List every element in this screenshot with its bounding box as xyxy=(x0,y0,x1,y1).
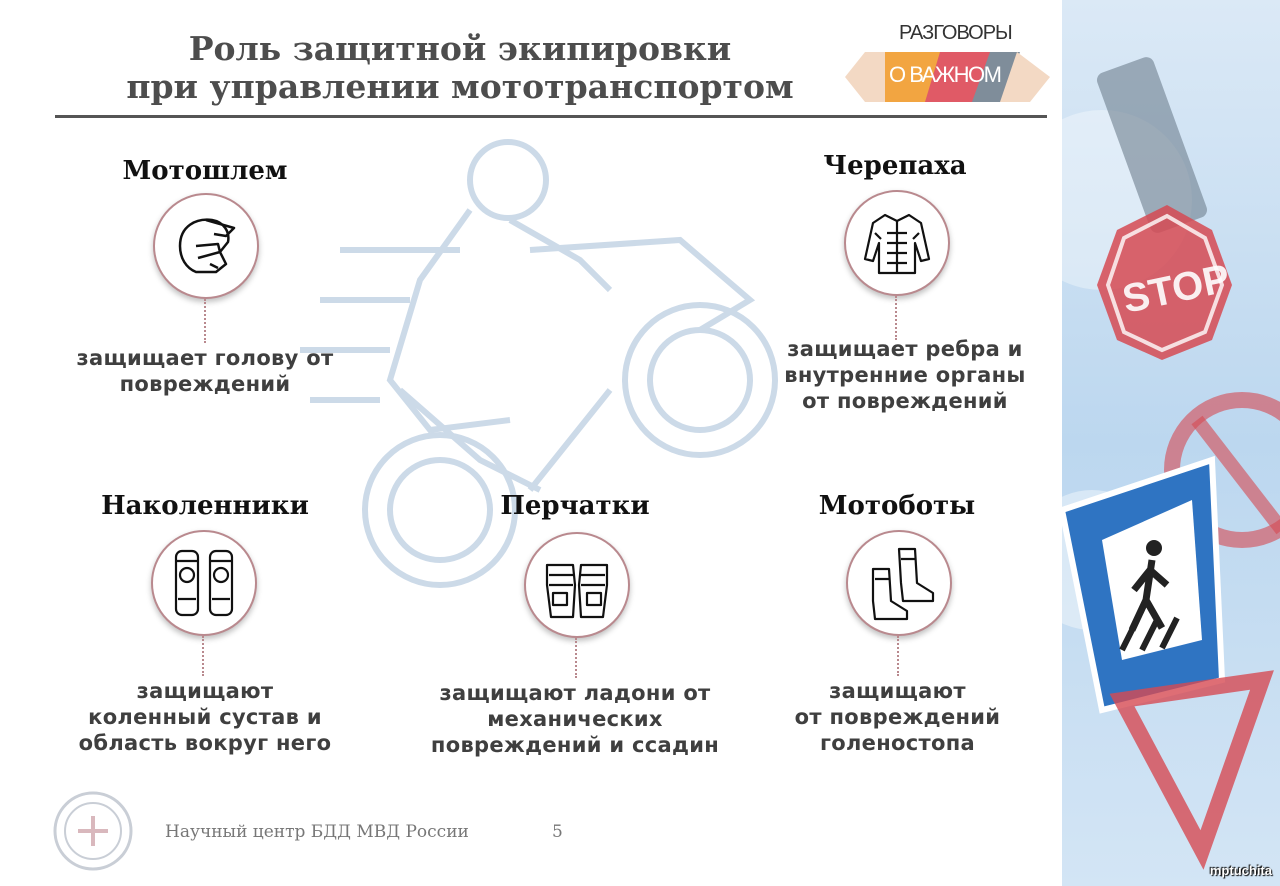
desc-line: внутренние органы xyxy=(784,363,1026,387)
brand-logo xyxy=(845,22,1050,104)
item-circle-gloves xyxy=(524,532,630,638)
gloves-icon xyxy=(537,545,617,625)
item-heading-gloves: Перчатки xyxy=(500,491,650,521)
item-circle-helmet xyxy=(153,193,259,299)
desc-line: защищает ребра и xyxy=(787,337,1023,361)
knee-pads-icon xyxy=(164,543,244,623)
item-desc-gloves xyxy=(420,680,730,758)
item-desc-armor xyxy=(755,336,1055,414)
desc-line: механических xyxy=(487,707,663,731)
item-desc-helmet xyxy=(55,345,355,397)
item-circle-boots xyxy=(846,530,952,636)
connector-boots xyxy=(897,636,899,676)
desc-line: защищают xyxy=(136,679,274,703)
desc-line: область вокруг него xyxy=(78,731,332,755)
road-signs-illustration xyxy=(1062,0,1280,886)
organization-emblem-logo xyxy=(52,790,134,872)
desc-line: от повреждений xyxy=(794,705,1001,729)
footer-organization: Научный центр БДД МВД России xyxy=(165,822,469,842)
desc-line: голеностопа xyxy=(820,731,975,755)
title-line-2: при управлении мототранспортом xyxy=(126,67,794,106)
brand-top-text: РАЗГОВОРЫ xyxy=(899,22,1012,44)
connector-armor xyxy=(895,296,897,340)
item-circle-knee xyxy=(151,530,257,636)
desc-line: от повреждений xyxy=(802,389,1008,413)
item-desc-boots xyxy=(760,678,1035,756)
road-signs-panel xyxy=(1062,0,1280,886)
item-heading-boots: Мотоботы xyxy=(818,491,976,521)
item-heading-helmet: Мотошлем xyxy=(122,156,288,186)
desc-line: защищают xyxy=(829,679,966,703)
item-heading-armor: Черепаха xyxy=(823,151,967,181)
armor-jacket-icon xyxy=(857,203,937,283)
helmet-icon xyxy=(166,206,246,286)
desc-line: повреждений xyxy=(119,372,291,396)
item-heading-knee: Наколенники xyxy=(101,491,309,521)
desc-line: коленный сустав и xyxy=(88,705,322,729)
watermark-text: mptuchita xyxy=(1209,863,1272,878)
item-desc-knee xyxy=(55,678,355,756)
desc-line: защищают ладони от xyxy=(439,681,711,705)
desc-line: защищает голову от xyxy=(76,346,334,370)
page-title xyxy=(60,30,860,106)
item-circle-armor xyxy=(844,190,950,296)
brand-bottom-text: О ВАЖНОМ xyxy=(889,62,1001,87)
title-line-1: Роль защитной экипировки xyxy=(188,29,732,68)
boots-icon xyxy=(859,543,939,623)
connector-helmet xyxy=(204,299,206,343)
title-divider xyxy=(55,115,1047,118)
desc-line: повреждений и ссадин xyxy=(430,733,720,757)
connector-knee xyxy=(202,636,204,676)
page-number: 5 xyxy=(552,822,563,842)
connector-gloves xyxy=(575,638,577,678)
stop-sign-text: STOP xyxy=(1118,256,1234,322)
